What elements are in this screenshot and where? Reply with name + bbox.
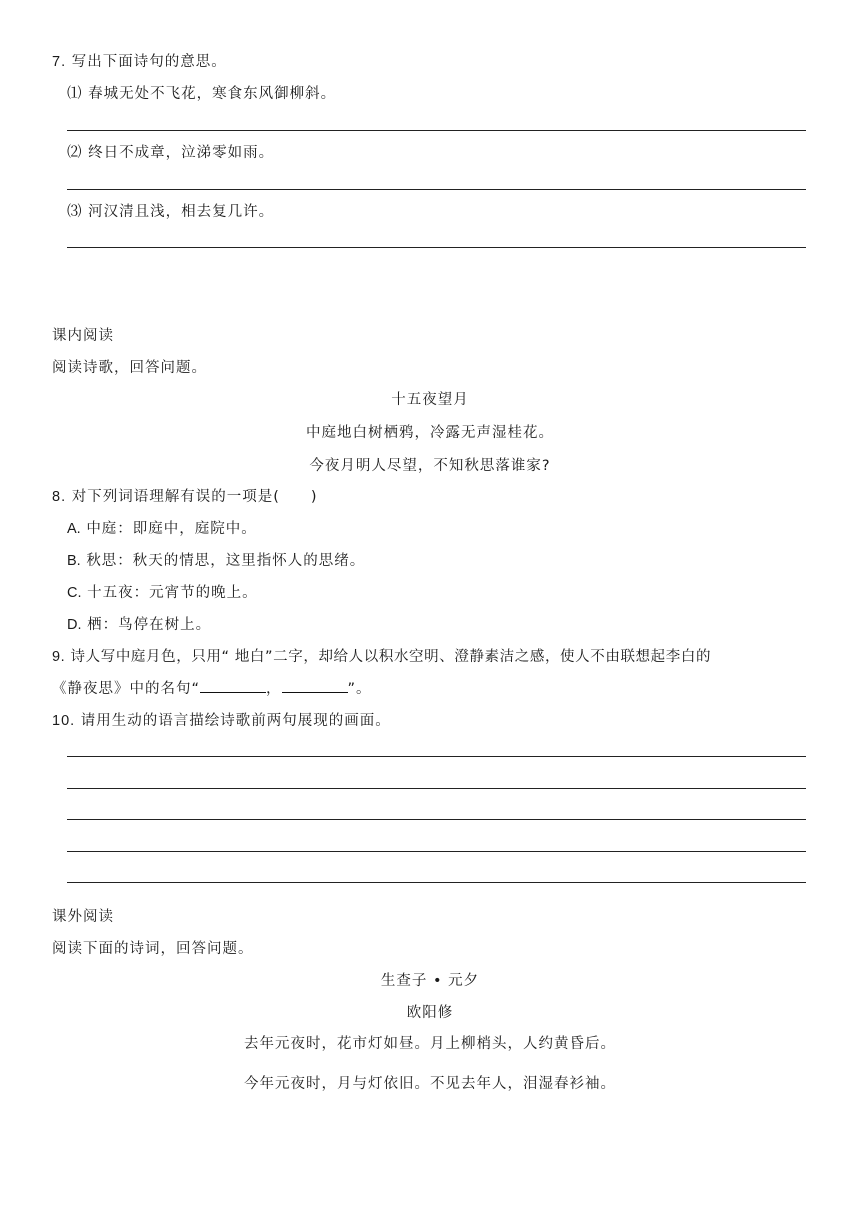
item-text: 河汉清且浅，相去复几许。	[88, 204, 275, 220]
question-9-line-2	[52, 677, 372, 698]
answer-line[interactable]	[67, 247, 806, 248]
question-number: 8.	[52, 489, 67, 505]
option-text: 中庭：即庭中，庭院中。	[86, 521, 257, 537]
answer-line[interactable]	[67, 819, 806, 820]
item-marker: ⑵	[67, 145, 83, 161]
item-marker: ⑴	[67, 86, 83, 102]
option-text: 十五夜：元宵节的晚上。	[87, 585, 258, 601]
section-instruction: 阅读诗歌，回答问题。	[52, 360, 207, 376]
q7-item-1	[67, 82, 336, 103]
option-letter: A.	[67, 521, 81, 537]
option-c[interactable]	[67, 581, 258, 602]
item-text: 终日不成章，泣涕零如雨。	[88, 145, 275, 161]
option-letter: D.	[67, 617, 82, 633]
poem-title: 十五夜望月	[391, 392, 469, 408]
poem-line: 去年元夜时，花市灯如昼。月上柳梢头，人约黄昏后。	[244, 1036, 616, 1052]
poem-author: 欧阳修	[406, 1005, 454, 1021]
q7-item-3	[67, 200, 274, 221]
poem-line: 今年元夜时，月与灯依旧。不见去年人，泪湿春衫袖。	[244, 1076, 616, 1092]
question-number: 7.	[52, 54, 67, 70]
section-instruction: 阅读下面的诗词，回答问题。	[52, 941, 254, 957]
item-text: 春城无处不飞花，寒食东风御柳斜。	[88, 86, 337, 102]
question-stem: 写出下面诗句的意思。	[71, 54, 227, 70]
answer-line[interactable]	[67, 788, 806, 789]
option-b[interactable]	[67, 549, 365, 570]
option-a[interactable]	[67, 517, 257, 538]
answer-line[interactable]	[67, 882, 806, 883]
answer-line[interactable]	[67, 756, 806, 757]
section-heading: 课外阅读	[52, 909, 114, 925]
quote-separator: ，	[266, 681, 282, 697]
question-9	[52, 645, 711, 666]
quote-prefix: 《静夜思》中的名句“	[52, 681, 201, 697]
option-text: 栖：鸟停在树上。	[87, 617, 212, 633]
quote-suffix: ”。	[347, 681, 372, 697]
answer-line[interactable]	[67, 189, 806, 190]
q7-item-2	[67, 141, 274, 162]
item-marker: ⑶	[67, 204, 83, 220]
poem-title: 生查子 • 元夕	[380, 973, 480, 989]
question-10	[52, 709, 391, 730]
option-letter: C.	[67, 585, 82, 601]
question-stem: 对下列词语理解有误的一项是( )	[71, 489, 318, 505]
option-letter: B.	[67, 553, 81, 569]
question-8	[52, 485, 318, 506]
poem-line: 中庭地白树栖鸦，冷露无声湿桂花。	[306, 425, 554, 441]
question-stem: 诗人写中庭月色，只用“ 地白”二字，却给人以积水空明、澄静素洁之感，使人不由联想起李白的	[70, 649, 712, 665]
fill-blank-1[interactable]	[200, 678, 266, 693]
option-text: 秋思：秋天的情思，这里指怀人的思绪。	[86, 553, 366, 569]
fill-blank-2[interactable]	[282, 678, 348, 693]
option-d[interactable]	[67, 613, 211, 634]
question-7	[52, 50, 227, 71]
answer-line[interactable]	[67, 130, 806, 131]
answer-line[interactable]	[67, 851, 806, 852]
section-heading: 课内阅读	[52, 328, 114, 344]
question-number: 9.	[52, 649, 66, 665]
question-number: 10.	[52, 713, 76, 729]
question-stem: 请用生动的语言描绘诗歌前两句展现的画面。	[80, 713, 391, 729]
poem-line: 今夜月明人尽望，不知秋思落谁家?	[309, 458, 551, 474]
